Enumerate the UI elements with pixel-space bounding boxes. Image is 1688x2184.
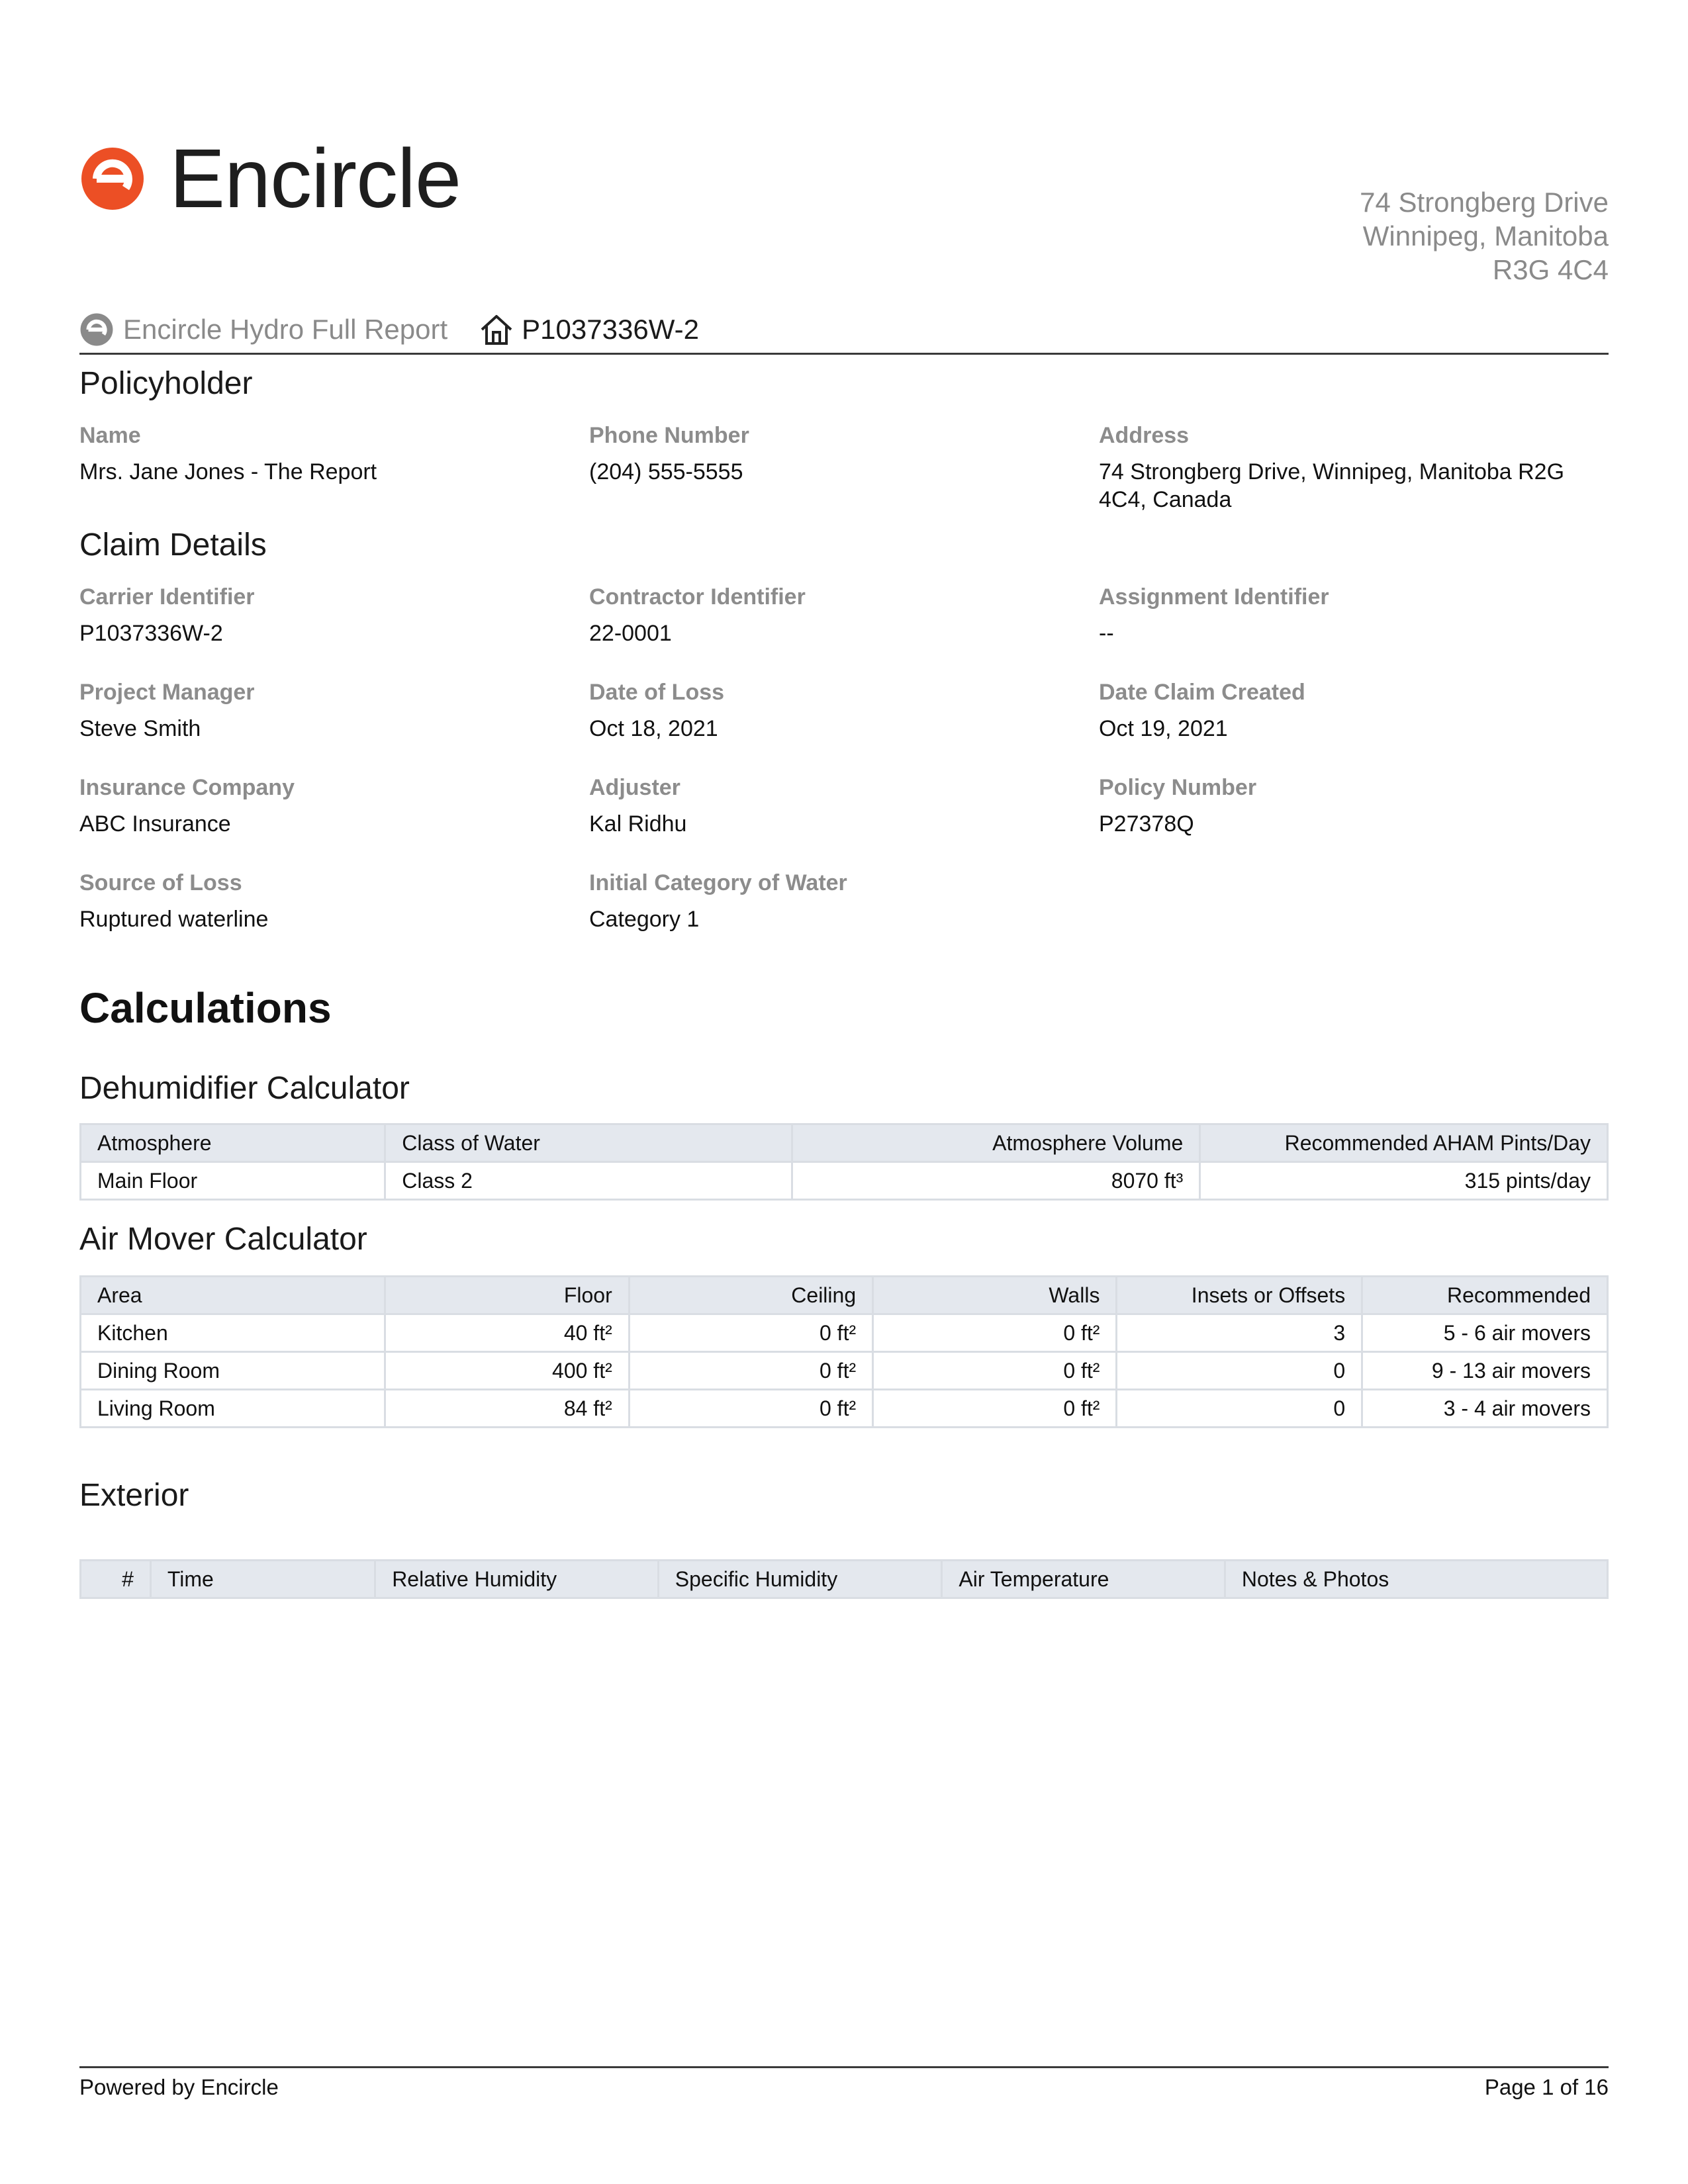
field-label: Assignment Identifier xyxy=(1099,584,1329,610)
table-cell: Main Floor xyxy=(81,1162,385,1200)
column-header: Recommended xyxy=(1362,1277,1608,1314)
table-cell: Dining Room xyxy=(81,1352,385,1390)
column-header: Area xyxy=(81,1277,385,1314)
field-value: 22-0001 xyxy=(589,621,672,646)
claim-fields xyxy=(79,584,1609,933)
table-cell: 84 ft² xyxy=(385,1390,629,1428)
powered-by: Powered by Encircle xyxy=(79,2075,279,2099)
field-value: Category 1 xyxy=(589,907,700,932)
field-date-claim-created xyxy=(1099,679,1609,743)
field-label: Project Manager xyxy=(79,680,255,705)
table-cell: 315 pints/day xyxy=(1200,1162,1608,1200)
table-cell: Class 2 xyxy=(385,1162,792,1200)
encircle-logo-icon xyxy=(79,146,146,212)
field-address xyxy=(1099,422,1609,514)
table-row xyxy=(81,1390,1608,1428)
table-cell: 5 - 6 air movers xyxy=(1362,1314,1608,1352)
air-mover-table xyxy=(79,1275,1609,1428)
field-label: Insurance Company xyxy=(79,775,295,800)
column-header: Relative Humidity xyxy=(375,1561,659,1598)
field-project-manager xyxy=(79,679,589,743)
column-header: Atmosphere Volume xyxy=(792,1124,1200,1162)
field-adjuster xyxy=(589,774,1099,838)
field-value: Steve Smith xyxy=(79,716,201,741)
field-label: Contractor Identifier xyxy=(589,584,806,610)
policyholder-heading: Policyholder xyxy=(79,366,253,401)
field-label: Carrier Identifier xyxy=(79,584,255,610)
field-source-of-loss xyxy=(79,870,589,933)
table-cell: 0 ft² xyxy=(629,1390,872,1428)
brand-name: Encircle xyxy=(169,132,461,225)
field-label: Date Claim Created xyxy=(1099,680,1305,705)
column-header: Insets or Offsets xyxy=(1117,1277,1362,1314)
table-cell: 9 - 13 air movers xyxy=(1362,1352,1608,1390)
field-value: Mrs. Jane Jones - The Report xyxy=(79,459,377,484)
column-header: Time xyxy=(150,1561,375,1598)
column-header: Recommended AHAM Pints/Day xyxy=(1200,1124,1608,1162)
table-cell: Kitchen xyxy=(81,1314,385,1352)
field-label: Name xyxy=(79,423,141,448)
column-header: Floor xyxy=(385,1277,629,1314)
column-header: Notes & Photos xyxy=(1225,1561,1607,1598)
table-cell: 400 ft² xyxy=(385,1352,629,1390)
brand-logo xyxy=(79,132,461,225)
report-title: Encircle Hydro Full Report xyxy=(123,314,448,345)
column-header: # xyxy=(81,1561,151,1598)
policyholder-fields xyxy=(79,422,1609,514)
field-label: Date of Loss xyxy=(589,680,725,705)
dehumidifier-heading: Dehumidifier Calculator xyxy=(79,1071,410,1106)
field-label: Source of Loss xyxy=(79,870,242,895)
address-line-2: Winnipeg, Manitoba xyxy=(1362,220,1609,251)
calculations-heading: Calculations xyxy=(79,984,332,1032)
field-value: ABC Insurance xyxy=(79,811,231,837)
field-contractor-identifier xyxy=(589,584,1099,647)
exterior-heading: Exterior xyxy=(79,1478,189,1513)
column-header: Atmosphere xyxy=(81,1124,385,1162)
company-address xyxy=(1360,185,1609,287)
field-phone xyxy=(589,422,1099,514)
field-initial-category-of-water xyxy=(589,870,1099,933)
field-policy-number xyxy=(1099,774,1609,838)
field-value: 74 Strongberg Drive, Winnipeg, Manitoba R2G 4C4, Canada xyxy=(1099,459,1565,512)
column-header: Specific Humidity xyxy=(658,1561,942,1598)
table-cell: 0 xyxy=(1117,1352,1362,1390)
address-line-1: 74 Strongberg Drive xyxy=(1360,187,1609,218)
table-row xyxy=(81,1162,1608,1200)
field-name xyxy=(79,422,589,514)
field-label: Policy Number xyxy=(1099,775,1257,800)
table-header-row xyxy=(81,1561,1608,1598)
field-label: Adjuster xyxy=(589,775,680,800)
table-row xyxy=(81,1352,1608,1390)
table-cell: 0 ft² xyxy=(873,1352,1117,1390)
field-value: Kal Ridhu xyxy=(589,811,687,837)
claim-details-heading: Claim Details xyxy=(79,527,267,563)
report-header-bar xyxy=(79,306,1609,355)
field-carrier-identifier xyxy=(79,584,589,647)
field-value: -- xyxy=(1099,621,1114,646)
column-header: Walls xyxy=(873,1277,1117,1314)
field-value: P1037336W-2 xyxy=(79,621,223,646)
table-row xyxy=(81,1314,1608,1352)
table-cell: 0 xyxy=(1117,1390,1362,1428)
table-cell: Living Room xyxy=(81,1390,385,1428)
encircle-small-icon xyxy=(79,312,114,347)
table-header-row xyxy=(81,1277,1608,1314)
table-cell: 0 ft² xyxy=(873,1314,1117,1352)
field-label: Address xyxy=(1099,423,1190,448)
field-assignment-identifier xyxy=(1099,584,1609,647)
field-date-of-loss xyxy=(589,679,1099,743)
dehumidifier-table xyxy=(79,1123,1609,1201)
field-value: P27378Q xyxy=(1099,811,1194,837)
table-cell: 40 ft² xyxy=(385,1314,629,1352)
exterior-table xyxy=(79,1559,1609,1599)
table-cell: 3 - 4 air movers xyxy=(1362,1390,1608,1428)
column-header: Class of Water xyxy=(385,1124,792,1162)
table-cell: 3 xyxy=(1117,1314,1362,1352)
column-header: Air Temperature xyxy=(942,1561,1225,1598)
address-line-3: R3G 4C4 xyxy=(1492,254,1609,285)
table-cell: 8070 ft³ xyxy=(792,1162,1200,1200)
table-cell: 0 ft² xyxy=(629,1352,872,1390)
page-number: Page 1 of 16 xyxy=(1484,2075,1609,2099)
project-id: P1037336W-2 xyxy=(522,314,699,345)
field-value: Oct 19, 2021 xyxy=(1099,716,1228,741)
field-value: Ruptured waterline xyxy=(79,907,269,932)
column-header: Ceiling xyxy=(629,1277,872,1314)
field-value: (204) 555-5555 xyxy=(589,459,743,484)
field-label: Phone Number xyxy=(589,423,749,448)
air-mover-heading: Air Mover Calculator xyxy=(79,1222,367,1257)
table-cell: 0 ft² xyxy=(873,1390,1117,1428)
house-icon xyxy=(479,312,514,347)
field-value: Oct 18, 2021 xyxy=(589,716,718,741)
field-insurance-company xyxy=(79,774,589,838)
page-footer xyxy=(79,2066,1609,2100)
table-header-row xyxy=(81,1124,1608,1162)
field-label: Initial Category of Water xyxy=(589,870,847,895)
table-cell: 0 ft² xyxy=(629,1314,872,1352)
